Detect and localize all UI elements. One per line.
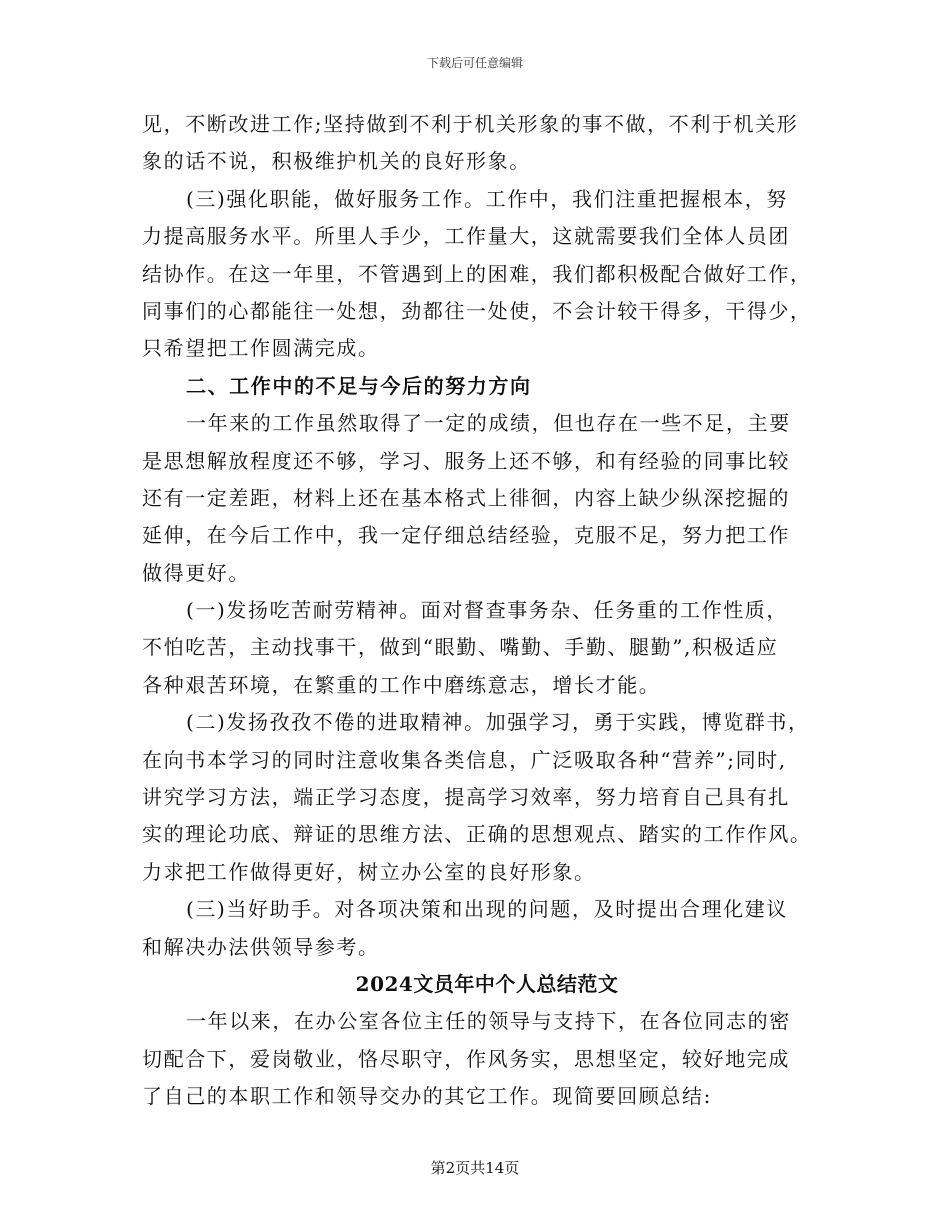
- paragraph-line: 见，不断改进工作;坚持做到不利于机关形象的事不做，不利于机关形: [142, 112, 799, 136]
- paragraph-line: (三)强化职能，做好服务工作。工作中，我们注重把握根本，努: [186, 186, 789, 211]
- paragraph-line: 各种艰苦环境，在繁重的工作中磨练意志，增长才能。: [142, 672, 661, 697]
- paragraph-line: 不怕吃苦，主动找事干，做到“眼勤、嘴勤、手勤、腿勤”,积极适应: [142, 635, 779, 660]
- document-title: 2024文员年中个人总结范文: [355, 971, 619, 996]
- paragraph-line: 切配合下，爱岗敬业，恪尽职守，作风务实，思想坚定，较好地完成: [142, 1046, 790, 1071]
- paragraph-line: 是思想解放程度还不够，学习、服务上还不够，和有经验的同事比较: [142, 448, 790, 473]
- paragraph-line: 力提高服务水平。所里人手少，工作量大，这就需要我们全体人员团: [142, 224, 790, 249]
- paragraph-line: 和解决办法供领导参考。: [142, 934, 380, 959]
- paragraph-line: (二)发扬孜孜不倦的进取精神。加强学习，勇于实践，博览群书，: [186, 710, 810, 735]
- paragraph-line: 实的理论功底、辩证的思维方法、正确的思想观点、踏实的工作作风。: [142, 822, 812, 847]
- paragraph-line: (一)发扬吃苦耐劳精神。面对督查事务杂、任务重的工作性质，: [186, 598, 789, 623]
- paragraph-line: 一年来的工作虽然取得了一定的成绩，但也存在一些不足，主要: [186, 411, 791, 436]
- paragraph-line: 了自己的本职工作和领导交办的其它工作。现简要回顾总结:: [142, 1084, 712, 1109]
- paragraph-line: (三)当好助手。对各项决策和出现的问题，及时提出合理化建议: [186, 897, 789, 922]
- paragraph-line: 同事们的心都能往一处想，劲都往一处使，不会计较干得多，干得少，: [142, 298, 812, 323]
- section-heading: 二、工作中的不足与今后的努力方向: [186, 373, 532, 398]
- page-number: 第2页共14页: [430, 1159, 520, 1177]
- paragraph-line: 还有一定差距，材料上还在基本格式上徘徊，内容上缺少纵深挖掘的: [142, 485, 790, 510]
- paragraph-line: 力求把工作做得更好，树立办公室的良好形象。: [142, 859, 596, 884]
- page-header: 下载后可任意编辑: [426, 56, 523, 70]
- paragraph-line: 做得更好。: [142, 560, 250, 585]
- paragraph-line: 一年以来，在办公室各位主任的领导与支持下，在各位同志的密: [186, 1009, 791, 1034]
- paragraph-line: 延伸，在今后工作中，我一定仔细总结经验，克服不足，努力把工作: [142, 523, 790, 548]
- document-body: [142, 106, 822, 1116]
- paragraph-line: 象的话不说，积极维护机关的良好形象。: [142, 149, 531, 174]
- paragraph-line: 讲究学习方法，端正学习态度，提高学习效率，努力培育自己具有扎: [142, 785, 790, 810]
- paragraph-line: 结协作。在这一年里，不管遇到上的困难，我们都积极配合做好工作，: [142, 261, 812, 286]
- paragraph-line: 只希望把工作圆满完成。: [142, 336, 380, 361]
- paragraph-line: 在向书本学习的同时注意收集各类信息，广泛吸取各种“营养”;同时,: [142, 747, 787, 772]
